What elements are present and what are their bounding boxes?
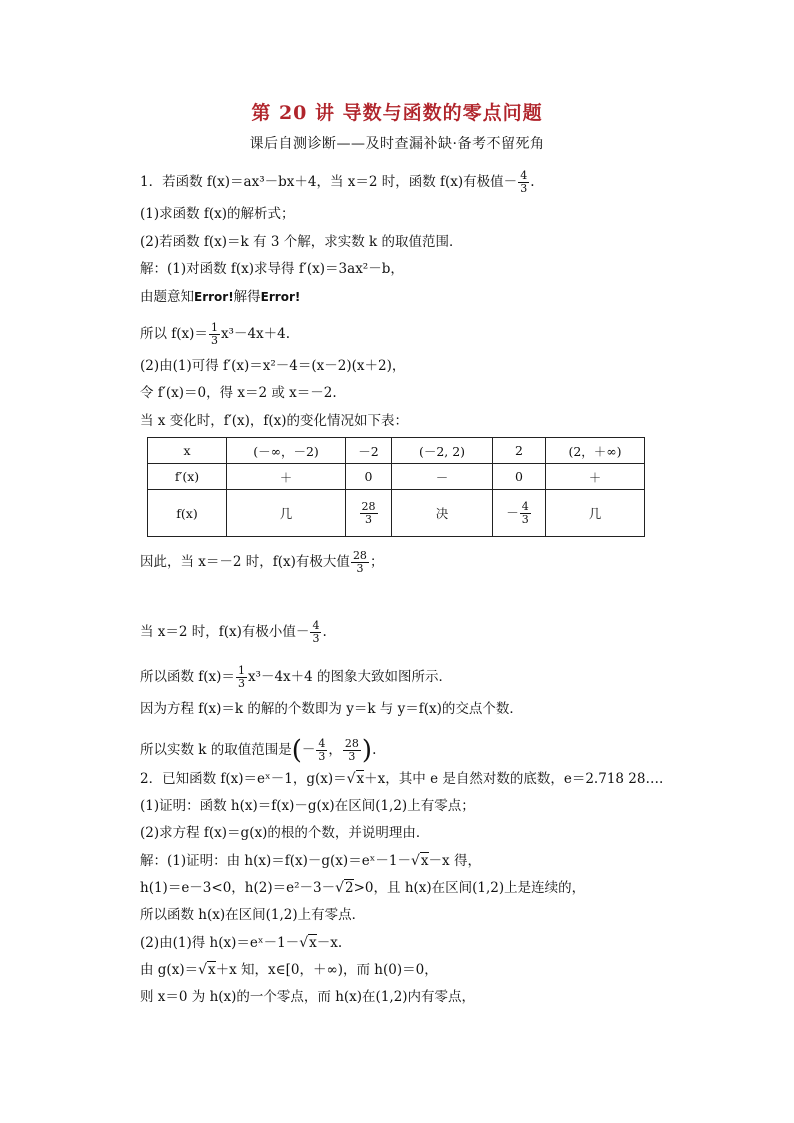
problem-2-statement: 2．已知函数 f(x)＝eˣ－1，g(x)＝√x＋x，其中 e 是自然对数的底数，e＝2.718 28….: [140, 771, 664, 787]
page-title: 第 20 讲 导数与函数的零点问题: [251, 102, 543, 124]
error-marker: Error!: [260, 290, 301, 304]
solution-1-line: 由题意知Error!解得Error!: [140, 289, 301, 305]
solution-1-line: 所以实数 k 的取值范围是(－ $\frac{4}{3}$ ， $\frac{28}{3}$ ).: [140, 735, 377, 766]
solution-2-line: 则 x＝0 为 h(x)的一个零点，而 h(x)在(1,2)内有零点，: [140, 989, 476, 1005]
solution-1-line: 解：(1)对函数 f(x)求导得 f′(x)＝3ax²－b，: [140, 261, 404, 277]
solution-1-line: 所以函数 f(x)＝ $\frac{1}{3}$ x³－4x＋4 的图象大致如图所示．: [140, 664, 453, 690]
table-row: x (－∞，－2) －2 (－2, 2) 2 (2，＋∞): [148, 438, 645, 464]
problem-2-question-1: (1)证明：函数 h(x)＝f(x)－g(x)在区间(1,2)上有零点；: [140, 798, 475, 814]
problem-1-question-1: (1)求函数 f(x)的解析式；: [140, 206, 295, 222]
solution-1-line: 因此，当 x＝－2 时，f(x)有极大值 $\frac{28}{3}$ ；: [140, 549, 384, 575]
solution-2-line: h(1)＝e－3<0，h(2)＝e²－3－√2>0，且 h(x)在区间(1,2)上是连续的，: [140, 880, 586, 896]
solution-1-line: 令 f′(x)＝0，得 x＝2 或 x＝－2.: [140, 385, 337, 401]
problem-1-question-2: (2)若函数 f(x)＝k 有 3 个解，求实数 k 的取值范围．: [140, 234, 463, 250]
page-subtitle: 课后自测诊断——及时查漏补缺·备考不留死角: [249, 136, 545, 152]
solution-2-line: (2)由(1)得 h(x)＝eˣ－1－√x－x.: [140, 935, 343, 951]
solution-1-line: 因为方程 f(x)＝k 的解的个数即为 y＝k 与 y＝f(x)的交点个数．: [140, 701, 523, 717]
solution-2-line: 解：(1)证明：由 h(x)＝f(x)－g(x)＝eˣ－1－√x－x 得，: [140, 853, 481, 869]
solution-1-line: 当 x＝2 时，f(x)有极小值－ $\frac{4}{3}$ .: [140, 619, 327, 645]
table-row: f′(x) ＋ 0 － 0 ＋: [148, 464, 645, 490]
solution-2-line: 由 g(x)＝√x＋x 知，x∈[0，＋∞)，而 h(0)＝0，: [140, 962, 438, 978]
problem-1-statement: 1．若函数 f(x)＝ax³－bx＋4，当 x＝2 时，函数 f(x)有极值－ $\frac{4}{3}$ .: [140, 169, 535, 195]
solution-1-line: 所以 f(x)＝ $\frac{1}{3}$ x³－4x＋4.: [140, 321, 291, 347]
solution-1-line: 当 x 变化时，f′(x)，f(x)的变化情况如下表：: [140, 413, 409, 429]
error-marker: Error!: [194, 290, 234, 304]
fraction: $\frac{4}{3}$: [520, 169, 528, 195]
solution-1-line: (2)由(1)可得 f′(x)＝x²－4＝(x－2)(x＋2)，: [140, 358, 406, 374]
table-row: f(x) 几 $\frac{28}{3}$ 决 － $\frac{4}{3}$ 几: [148, 490, 645, 537]
solution-2-line: 所以函数 h(x)在区间(1,2)上有零点．: [140, 907, 366, 923]
variation-table: [147, 437, 645, 537]
problem-2-question-2: (2)求方程 f(x)＝g(x)的根的个数，并说明理由．: [140, 825, 430, 841]
